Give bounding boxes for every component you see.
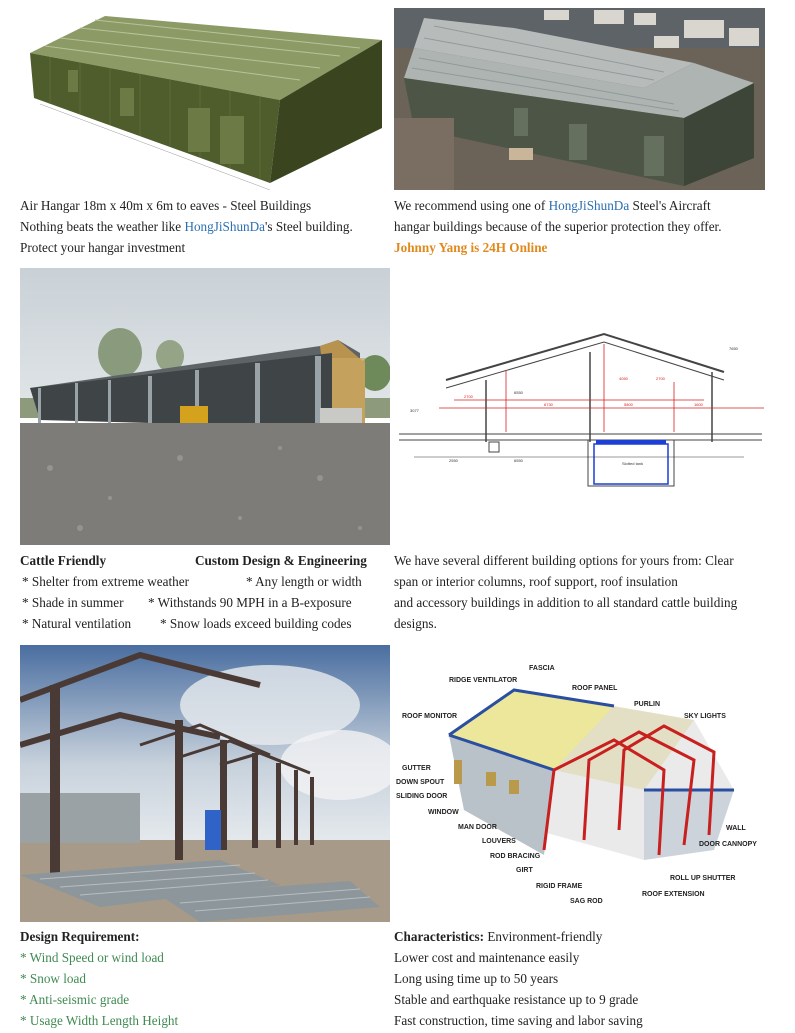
feature-item: * Withstands 90 MPH in a B-exposure — [148, 595, 352, 610]
requirement-item: * Snow load — [20, 971, 86, 986]
diagram-label: SLIDING DOOR — [396, 793, 448, 800]
svg-text:2700: 2700 — [464, 394, 473, 399]
diagram-label: LOUVERS — [482, 838, 516, 845]
diagram-label: DOOR CANNOPY — [699, 841, 757, 848]
diagram-label: RIDGE VENTILATOR — [449, 677, 518, 684]
steel-frame-construction-photo — [20, 645, 390, 922]
characteristic-item: Lower cost and maintenance easily — [394, 950, 580, 965]
hangar-caption-line3: Protect your hangar investment — [20, 240, 186, 255]
feature-item: * Natural ventilation — [22, 616, 132, 631]
options-text-line1: We have several different building options for yours from: Clear — [394, 553, 734, 568]
diagram-label: WINDOW — [428, 809, 459, 816]
characteristic-item: Fast construction, time saving and labor saving — [394, 1013, 643, 1028]
requirement-item: * Anti-seismic grade — [20, 992, 130, 1007]
diagram-label: DOWN SPOUT — [396, 779, 445, 786]
caption-text: We recommend using one of — [394, 198, 549, 213]
feature-item: * Shelter from extreme weather — [22, 574, 189, 589]
caption-text: Steel's Aircraft — [629, 198, 711, 213]
diagram-label: ROOF MONITOR — [402, 713, 458, 720]
characteristics-heading: Characteristics: — [394, 929, 485, 944]
design-requirement-heading: Design Requirement: — [20, 929, 140, 944]
diagram-label: ROOF EXTENSION — [642, 891, 705, 898]
svg-text:6730: 6730 — [544, 402, 553, 407]
diagram-label: FASCIA — [529, 665, 555, 672]
custom-design-heading: Custom Design & Engineering — [195, 553, 367, 568]
svg-text:4050: 4050 — [619, 376, 628, 381]
diagram-label: ROOF PANEL — [572, 685, 618, 692]
svg-text:1600: 1600 — [694, 402, 703, 407]
requirement-item: * Usage Width Length Height — [20, 1013, 179, 1028]
diagram-label: ROD BRACING — [490, 853, 541, 860]
diagram-label: ROLL UP SHUTTER — [670, 875, 736, 882]
svg-text:2700: 2700 — [656, 376, 665, 381]
options-text-line3: and accessory buildings in addition to all standard cattle building — [394, 595, 738, 610]
feature-item: * Shade in summer — [22, 595, 124, 610]
characteristic-item: Environment-friendly — [484, 929, 603, 944]
diagram-label: PURLIN — [634, 701, 661, 708]
recommend-line1 — [394, 195, 711, 216]
cattle-shed-photo — [20, 268, 390, 545]
cattle-friendly-heading: Cattle Friendly — [20, 553, 107, 568]
diagram-label: GUTTER — [402, 765, 431, 772]
caption-text: Nothing beats the weather like — [20, 219, 185, 234]
characteristic-item: Long using time up to 50 years — [394, 971, 559, 986]
caption-text: 's Steel building. — [265, 219, 353, 234]
online-contact-link[interactable]: Johnny Yang is 24H Online — [394, 240, 548, 255]
svg-text:5800: 5800 — [624, 402, 633, 407]
characteristics-heading-line — [394, 926, 602, 947]
characteristic-item: Stable and earthquake resistance up to 9 grade — [394, 992, 639, 1007]
svg-text:7650: 7650 — [729, 346, 738, 351]
diagram-label: SKY LIGHTS — [684, 713, 726, 720]
feature-item: * Snow loads exceed building codes — [160, 616, 352, 631]
brand-link[interactable]: HongJiShunDa — [184, 219, 266, 234]
options-text-line4: designs. — [394, 616, 437, 631]
svg-text:3077: 3077 — [410, 408, 419, 413]
diagram-label: SAG ROD — [570, 898, 603, 905]
feature-item: * Any length or width — [246, 574, 362, 589]
hangar-caption-line1: Air Hangar 18m x 40m x 6m to eaves - Steel Buildings — [20, 198, 312, 213]
diagram-label: MAN DOOR — [458, 824, 497, 831]
brand-link[interactable]: HongJiShunDa — [548, 198, 630, 213]
hangar-aerial-photo — [394, 8, 765, 190]
requirement-item: * Wind Speed or wind load — [20, 950, 164, 965]
svg-text:Slotted tank: Slotted tank — [622, 461, 644, 466]
building-components-diagram — [394, 660, 765, 910]
recommend-line2: hangar buildings because of the superior protection they offer. — [394, 219, 722, 234]
diagram-label: WALL — [726, 825, 746, 832]
diagram-label: RIGID FRAME — [536, 883, 583, 890]
hangar-caption-line2 — [20, 216, 353, 237]
svg-text:2550: 2550 — [449, 458, 458, 463]
svg-text:6550: 6550 — [514, 390, 523, 395]
cross-section-drawing — [394, 322, 765, 492]
svg-text:6550: 6550 — [514, 458, 523, 463]
options-text-line2: span or interior columns, roof support, roof insulation — [394, 574, 678, 589]
hangar-render-image — [20, 8, 390, 190]
diagram-label: GIRT — [516, 867, 533, 874]
